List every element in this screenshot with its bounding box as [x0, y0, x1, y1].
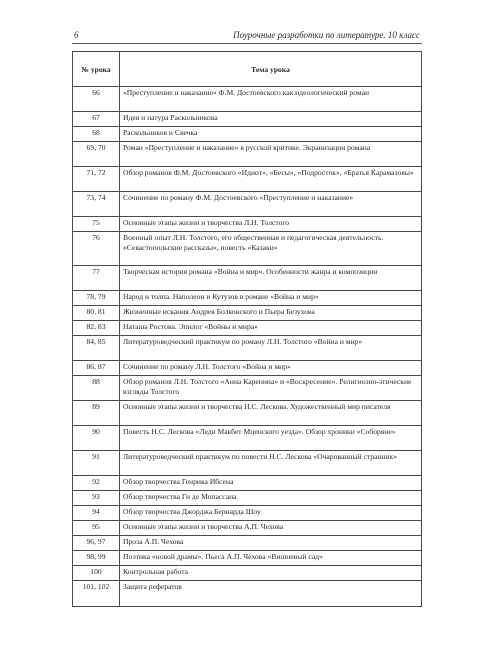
lesson-topic: Военный опыт Л.Н. Толстого, его общественная и педагогическая деятельность. «Севастопольские рассказы», повесть «Казаки»	[120, 232, 422, 266]
lesson-topic: Наташа Ростова. Эпилог «Войны и мира»	[120, 321, 422, 336]
table-row	[73, 521, 422, 536]
lesson-topic: Раскольников и Свечка	[120, 127, 422, 142]
lesson-topic: Народ и толпа. Наполеон и Кутузов в романе «Война и мир»	[120, 291, 422, 306]
lesson-topic: Поэтика «новой драмы». Пьеса А.П. Чехова «Вишневый сад»	[120, 551, 422, 566]
lesson-number: 80, 81	[73, 306, 120, 321]
table-row	[73, 266, 422, 291]
table-header-row	[73, 52, 422, 87]
lesson-topic: Проза А.П. Чехова	[120, 536, 422, 551]
lesson-number: 68	[73, 127, 120, 142]
lesson-number: 93	[73, 491, 120, 506]
lesson-topic: Литературоведческий практикум по роману Л.Н. Толстого «Война и мир»	[120, 336, 422, 361]
column-header-topic: Тема урока	[120, 52, 422, 87]
lesson-topic: Основные этапы жизни и творчества Л.Н. Толстого	[120, 217, 422, 232]
table-row	[73, 127, 422, 142]
lesson-topic: Защита рефератов	[120, 581, 422, 607]
running-header	[72, 29, 422, 44]
lesson-topic: «Преступление и наказание» Ф.М. Достоевского как идеологический роман	[120, 87, 422, 112]
lesson-number: 92	[73, 476, 120, 491]
table-row	[73, 376, 422, 401]
lesson-topic: Обзор творчества Ги де Мопассана	[120, 491, 422, 506]
lesson-number: 67	[73, 112, 120, 127]
lesson-number: 77	[73, 266, 120, 291]
lesson-number: 88	[73, 376, 120, 401]
lesson-number: 94	[73, 506, 120, 521]
table-row	[73, 476, 422, 491]
lesson-topic: Литературоведческий практикум по повести Н.С. Лескова «Очарованный странник»	[120, 451, 422, 476]
table-row	[73, 192, 422, 217]
table-row	[73, 491, 422, 506]
page-number: 6	[74, 30, 79, 40]
lesson-number: 101, 102	[73, 581, 120, 607]
lesson-number: 71, 72	[73, 167, 120, 192]
table-row	[73, 217, 422, 232]
lesson-topic: Обзор романов Л.Н. Толстого «Анна Каренина» и «Воскресение». Религиозно-этические взгляды Толстого	[120, 376, 422, 401]
running-title: Поурочные разработки по литературе. 10 класс	[233, 30, 420, 40]
lesson-number: 95	[73, 521, 120, 536]
lesson-number: 69, 70	[73, 142, 120, 167]
lesson-topic: Повесть Н.С. Лескова «Леди Макбет Мценского уезда». Обзор хроники «Соборяне»	[120, 426, 422, 451]
lesson-number: 98, 99	[73, 551, 120, 566]
lesson-number: 82, 83	[73, 321, 120, 336]
lesson-number: 73, 74	[73, 192, 120, 217]
table-row	[73, 361, 422, 376]
lesson-number: 100	[73, 566, 120, 581]
table-row	[73, 536, 422, 551]
lesson-number: 84, 85	[73, 336, 120, 361]
lesson-number: 86, 87	[73, 361, 120, 376]
lesson-topic: Сочинение по роману Л.Н. Толстого «Война и мир»	[120, 361, 422, 376]
table-row	[73, 506, 422, 521]
table-row	[73, 336, 422, 361]
lesson-number: 76	[73, 232, 120, 266]
table-row	[73, 551, 422, 566]
table-row	[73, 581, 422, 607]
table-row	[73, 566, 422, 581]
table-row	[73, 112, 422, 127]
table-row	[73, 142, 422, 167]
lesson-number: 96, 97	[73, 536, 120, 551]
lesson-number: 89	[73, 401, 120, 426]
lesson-topic: Обзор творчества Генрика Ибсена	[120, 476, 422, 491]
lesson-number: 78, 79	[73, 291, 120, 306]
lesson-topic: Сочинение по роману Ф.М. Достоевского «Преступление и наказание»	[120, 192, 422, 217]
table-row	[73, 451, 422, 476]
lesson-topic: Основные этапы жизни и творчества А.П. Чехова	[120, 521, 422, 536]
table-row	[73, 87, 422, 112]
lesson-topic: Роман «Преступление и наказание» в русской критике. Экранизации романа	[120, 142, 422, 167]
lessons-table	[72, 51, 422, 607]
table-row	[73, 167, 422, 192]
table-row	[73, 291, 422, 306]
lesson-topic: Идея и натура Раскольникова	[120, 112, 422, 127]
lesson-topic: Жизненные искания Андрея Болконского и Пьера Безухова	[120, 306, 422, 321]
column-header-number: № урока	[73, 52, 120, 87]
table-row	[73, 306, 422, 321]
table-row	[73, 321, 422, 336]
lesson-topic: Творческая история романа «Война и мир». Особенности жанра и композиции	[120, 266, 422, 291]
table-row	[73, 232, 422, 266]
lesson-number: 75	[73, 217, 120, 232]
lesson-number: 66	[73, 87, 120, 112]
table-row	[73, 401, 422, 426]
lesson-number: 90	[73, 426, 120, 451]
lesson-topic: Обзор романов Ф.М. Достоевского «Идиот», «Бесы», «Подросток», «Братья Карамазовы»	[120, 167, 422, 192]
lesson-number: 91	[73, 451, 120, 476]
lesson-topic: Обзор творчества Джорджа Бернарда Шоу	[120, 506, 422, 521]
lesson-topic: Контрольная работа	[120, 566, 422, 581]
table-row	[73, 426, 422, 451]
lesson-topic: Основные этапы жизни и творчества Н.С. Лескова. Художественный мир писателя	[120, 401, 422, 426]
